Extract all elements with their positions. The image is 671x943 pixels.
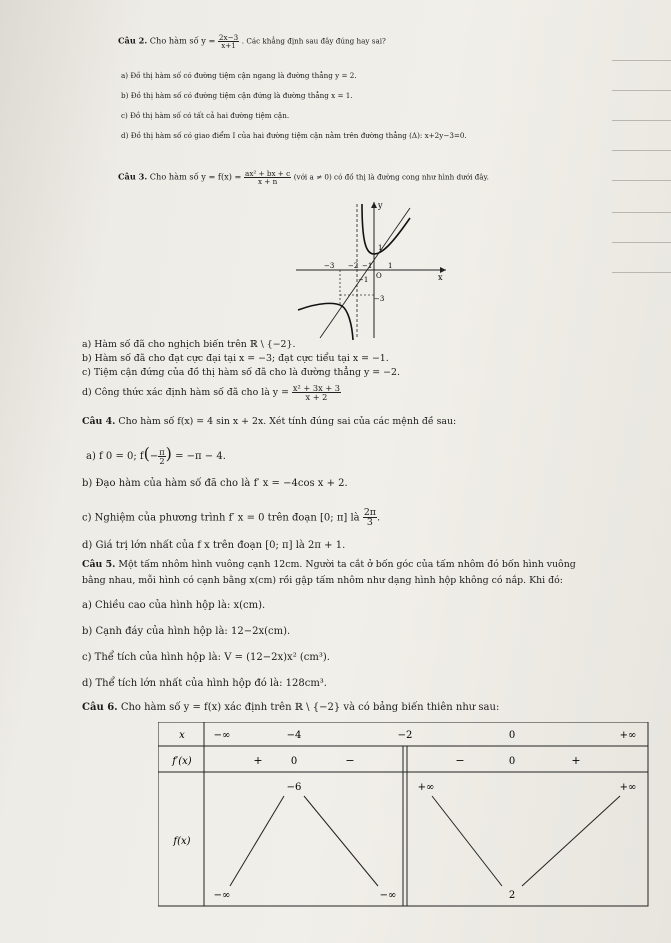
increase-arrow (522, 796, 620, 886)
q3-d-fraction: $\frac{\text{x² + 3x + 3}}{x + 2}$ (292, 383, 340, 403)
derivative-sign: − (345, 754, 355, 767)
f-value: +∞ (417, 782, 435, 793)
f-value: 2 (508, 890, 516, 901)
tick-ym3: −3 (374, 295, 385, 303)
y-axis-label: y (378, 201, 383, 210)
derivative-sign: 0 (290, 756, 298, 767)
upper-branch (362, 204, 410, 254)
q2-fraction: $\frac{2x-3}{x+1}$ (218, 33, 239, 51)
x-value: +∞ (619, 730, 637, 741)
tick-minus2: −2 (348, 262, 359, 270)
tick-1: 1 (388, 262, 393, 270)
q2-statement-c: c) Đồ thị hàm số có tất cả hai đường tiệm cận. (121, 111, 290, 120)
tick-minus1: −1 (362, 262, 373, 270)
tick-ym1: −1 (358, 276, 369, 284)
q3-statement-a: a) Hàm số đã cho nghịch biến trên ℝ \ {−2}. (82, 339, 296, 350)
q3-statement-c: c) Tiệm cận đứng của đồ thị hàm số đã cho là đường thẳng y = −2. (82, 367, 400, 378)
x-axis-label: x (438, 273, 443, 282)
q5-statement-b: b) Cạnh đáy của hình hộp là: 12−2x(cm). (82, 626, 291, 637)
function-graph (290, 198, 450, 343)
q5-statement-c: c) Thể tích của hình hộp là: V = (12−2x)x² (cm³). (82, 652, 330, 663)
q6-header: Câu 6. Cho hàm số y = f(x) xác định trên ℝ \ {−2} và có bảng biến thiên như sau: (82, 702, 500, 713)
f-value: −∞ (213, 890, 231, 901)
oblique-asymptote (320, 208, 410, 338)
f-value: +∞ (619, 782, 637, 793)
q5-intro-line2: bằng nhau, mỗi hình có cạnh bằng x(cm) rồi gập tấm nhôm như dạng hình hộp không có nắp. Khi đó: (82, 575, 563, 586)
derivative-sign: + (571, 754, 581, 767)
q5-statement-a: a) Chiều cao của hình hộp là: x(cm). (82, 600, 266, 611)
q2-statement-a: a) Đồ thị hàm số có đường tiệm cận ngang là đường thẳng y = 2. (121, 71, 357, 80)
increase-arrow (230, 796, 284, 886)
x-value: −4 (286, 730, 302, 741)
q3-statement-b: b) Hàm số đã cho đạt cực đại tại x = −3; đạt cực tiểu tại x = −1. (82, 353, 389, 364)
q2-header: Câu 2. Cho hàm số y = $\frac{2x-3}{x+1}$ . Các khẳng định sau đây đúng hay sai? (118, 33, 386, 51)
f-value: −∞ (379, 890, 397, 901)
q3-fraction: $\frac{\text{ax² + bx + c}}{x + n}$ (245, 169, 291, 187)
q2-statement-d: d) Đồ thị hàm số có giao điểm I của hai đường tiệm cận nằm trên đường thẳng (Δ): x+2y−3=0. (121, 131, 467, 140)
variation-table (158, 722, 650, 908)
row-fprime-label: f′(x) (172, 756, 192, 767)
q5-statement-d: d) Thể tích lớn nhất của hình hộp đó là: 128cm³. (82, 678, 327, 689)
q4-statement-d: d) Giá trị lớn nhất của f x trên đoạn [0; π] là 2π + 1. (82, 540, 346, 551)
q2-statement-b: b) Đồ thị hàm số có đường tiệm cận đứng là đường thẳng x = 1. (121, 91, 353, 100)
derivative-sign: + (253, 754, 263, 767)
lower-branch (298, 303, 353, 340)
derivative-sign: 0 (508, 756, 516, 767)
row-f-label: f(x) (173, 836, 191, 847)
x-value: −2 (397, 730, 413, 741)
row-x-label: x (179, 730, 185, 741)
f-value: −6 (286, 782, 302, 793)
tick-minus3: −3 (324, 262, 335, 270)
q4-header: Câu 4. Cho hàm số f(x) = 4 sin x + 2x. Xét tính đúng sai của các mệnh đề sau: (82, 416, 457, 427)
q5-intro-line1: Câu 5. Một tấm nhôm hình vuông cạnh 12cm. Người ta cắt ở bốn góc của tấm nhôm đó bốn hình vuông (82, 559, 576, 570)
q4-statement-b: b) Đạo hàm của hàm số đã cho là f′ x = −4cos x + 2. (82, 478, 348, 489)
q3-statement-d: d) Công thức xác định hàm số đã cho là y = $\frac{\text{x² + 3x + 3}}{x + 2}$ (82, 383, 340, 403)
q4-statement-a: a) f 0 = 0; f(− $\frac{\pi}{2}$ ) = −π − 4. (86, 444, 226, 466)
derivative-sign: − (455, 754, 465, 767)
decrease-arrow (304, 796, 378, 886)
origin-label: O (376, 272, 382, 280)
tick-y1: 1 (378, 244, 383, 252)
decrease-arrow (432, 796, 502, 886)
q4-statement-c: c) Nghiệm của phương trình f′ x = 0 trên đoạn [0; π] là $\frac{2\pi}{3}$ . (82, 507, 381, 529)
x-value: −∞ (213, 730, 231, 741)
x-value: 0 (508, 730, 516, 741)
q3-header: Câu 3. Cho hàm số y = f(x) = $\frac{\text{ax² + bx + c}}{x + n}$ (với a ≠ 0) có đồ thị là đường cong như hình dưới đây. (118, 169, 489, 187)
